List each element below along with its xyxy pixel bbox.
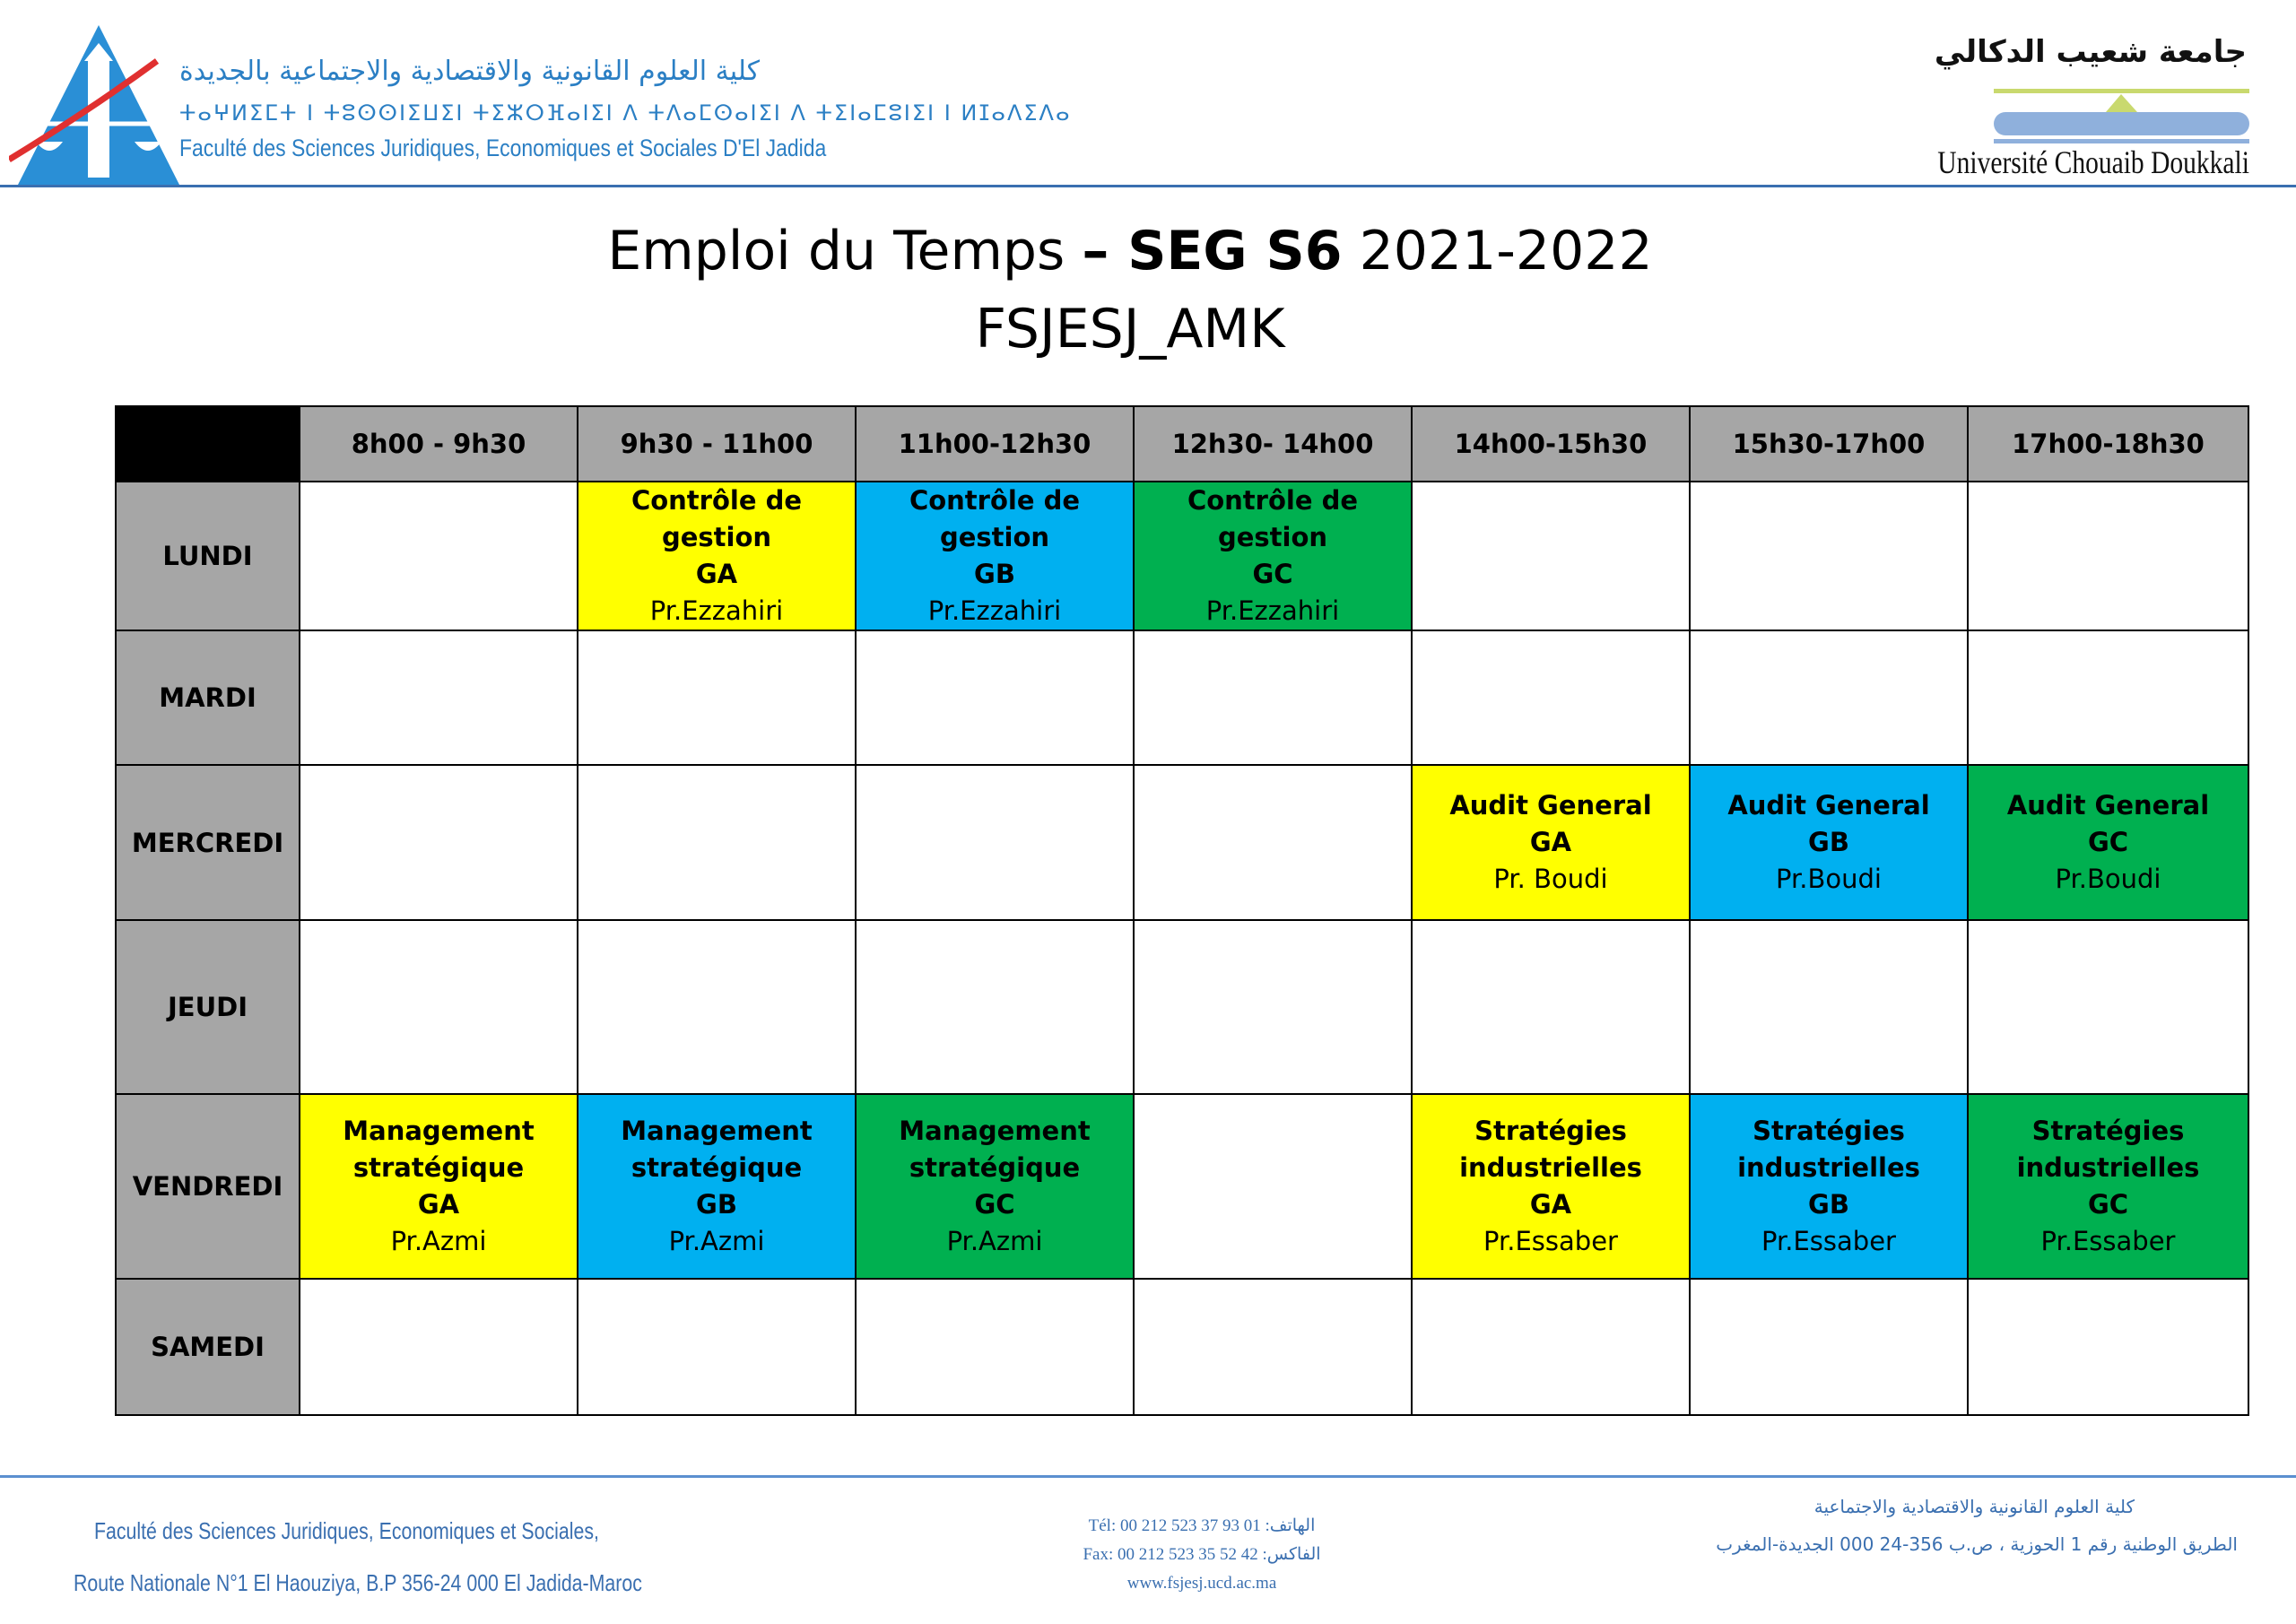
corner-cell [116, 406, 300, 482]
empty-cell [300, 630, 578, 765]
course-group: GA [417, 1189, 460, 1220]
course-prof: Pr.Essaber [2040, 1226, 2176, 1256]
footer-website-link[interactable]: www.fsjesj.ucd.ac.ma [1126, 1574, 1277, 1593]
empty-cell [578, 1279, 856, 1415]
empty-cell [856, 1279, 1134, 1415]
day-label: SAMEDI [116, 1279, 300, 1415]
day-row-mardi [116, 630, 2248, 765]
empty-cell [1412, 630, 1690, 765]
empty-cell [1690, 1279, 1968, 1415]
course-group: GC [1252, 559, 1293, 589]
empty-cell [300, 482, 578, 630]
faculty-name-french: Faculté des Sciences Juridiques, Economiques et Sociales D'El Jadida [179, 135, 827, 161]
slot-header: 17h00-18h30 [1968, 406, 2248, 482]
day-label: JEUDI [116, 920, 300, 1094]
empty-cell [1134, 765, 1412, 920]
footer-divider [0, 1475, 2296, 1478]
course-name: Stratégies [2031, 1116, 2185, 1146]
empty-cell [1134, 630, 1412, 765]
course-name: stratégique [631, 1152, 803, 1183]
slot-header: 9h30 - 11h00 [578, 406, 856, 482]
slot-header: 15h30-17h00 [1690, 406, 1968, 482]
course-cell [1412, 765, 1690, 920]
course-prof: Pr.Azmi [668, 1226, 765, 1256]
course-cell [1968, 1094, 2248, 1279]
course-name: Management [621, 1116, 813, 1146]
empty-cell [1968, 630, 2248, 765]
empty-cell [578, 630, 856, 765]
course-prof: Pr.Ezzahiri [1205, 595, 1340, 626]
footer-arabic-line1: كلية العلوم القانونية والاقتصادية والاجتماعية [1813, 1496, 2135, 1517]
course-name: Audit General [2006, 790, 2210, 821]
footer-tel: Tél: 00 212 523 37 93 01 :الهاتف [1088, 1516, 1316, 1535]
faculty-name-arabic: كلية العلوم القانونية والاقتصادية والاجتماعية بالجديدة [179, 56, 760, 87]
page-subtitle: FSJESJ_AMK [975, 298, 1285, 360]
course-name: Stratégies [1474, 1116, 1627, 1146]
course-prof: Pr.Boudi [2055, 864, 2161, 894]
course-cell [1690, 1094, 1968, 1279]
empty-cell [856, 630, 1134, 765]
empty-cell [300, 1279, 578, 1415]
course-cell [1968, 765, 2248, 920]
university-logo [1994, 85, 2249, 148]
empty-cell [578, 920, 856, 1094]
course-prof: Pr.Azmi [946, 1226, 1043, 1256]
course-name: Contrôle de gestion [909, 485, 1081, 552]
course-name: Contrôle de gestion [1187, 485, 1359, 552]
course-prof: Pr.Ezzahiri [927, 595, 1062, 626]
course-cell [1690, 765, 1968, 920]
course-group: GC [974, 1189, 1015, 1220]
course-group: GA [1529, 1189, 1572, 1220]
course-prof: Pr.Azmi [390, 1226, 487, 1256]
empty-cell [856, 765, 1134, 920]
empty-cell [1690, 482, 1968, 630]
course-group: GA [1529, 827, 1572, 857]
course-name: Audit General [1449, 790, 1652, 821]
header-divider [0, 185, 2296, 187]
empty-cell [1412, 920, 1690, 1094]
slot-header: 12h30- 14h00 [1134, 406, 1412, 482]
course-prof: Pr.Ezzahiri [649, 595, 784, 626]
course-cell [1412, 1094, 1690, 1279]
footer-contact [1022, 1512, 1381, 1598]
day-row-vendredi [116, 1094, 2248, 1279]
course-group: GA [695, 559, 738, 589]
day-row-jeudi [116, 920, 2248, 1094]
empty-cell [1134, 920, 1412, 1094]
slot-header-row [116, 406, 2248, 482]
course-name: Stratégies [1752, 1116, 1905, 1146]
day-row-lundi [116, 482, 2248, 630]
course-name: industrielles [1459, 1152, 1642, 1183]
empty-cell [300, 920, 578, 1094]
footer-fax: Fax: 00 212 523 35 52 42 :الفاكس [1083, 1545, 1321, 1564]
footer-arabic-line2: الطريق الوطنية رقم 1 الحوزية ، ص.ب 356-24 000 الجديدة-المغرب [1716, 1533, 2238, 1555]
footer-address-line1: Faculté des Sciences Juridiques, Economiques et Sociales, [94, 1517, 599, 1544]
course-group: GB [1808, 827, 1849, 857]
day-label: MERCREDI [116, 765, 300, 920]
course-group: GC [2087, 1189, 2129, 1220]
course-name: industrielles [1737, 1152, 1920, 1183]
course-cell [578, 1094, 856, 1279]
course-group: GC [2087, 827, 2129, 857]
day-row-mercredi [116, 765, 2248, 920]
course-name: industrielles [2016, 1152, 2200, 1183]
university-name-french: Université Chouaib Doukkali [1937, 144, 2249, 180]
day-label: LUNDI [116, 482, 300, 630]
day-label: VENDREDI [116, 1094, 300, 1279]
slot-header: 8h00 - 9h30 [300, 406, 578, 482]
course-group: GB [696, 1189, 737, 1220]
course-prof: Pr.Essaber [1483, 1226, 1618, 1256]
slot-header: 11h00-12h30 [856, 406, 1134, 482]
empty-cell [1968, 920, 2248, 1094]
schedule-table [115, 405, 2249, 1416]
page-title: Emploi du Temps – SEG S6 2021-2022 [607, 220, 1653, 282]
course-prof: Pr.Boudi [1776, 864, 1882, 894]
course-name: Audit General [1727, 790, 1930, 821]
course-group: GB [1808, 1189, 1849, 1220]
footer-address-line2: Route Nationale N°1 El Haouziya, B.P 356-24 000 El Jadida-Maroc [74, 1569, 642, 1596]
course-name: stratégique [909, 1152, 1081, 1183]
slot-header: 14h00-15h30 [1412, 406, 1690, 482]
course-name: Contrôle de gestion [631, 485, 803, 552]
empty-cell [1412, 482, 1690, 630]
empty-cell [578, 765, 856, 920]
day-label: MARDI [116, 630, 300, 765]
empty-cell [1690, 630, 1968, 765]
course-cell [578, 482, 856, 630]
empty-cell [1690, 920, 1968, 1094]
course-cell [300, 1094, 578, 1279]
course-cell [856, 482, 1134, 630]
faculty-logo [9, 25, 179, 188]
faculty-name-tifinagh: ⵜⴰⵖⵍⵉⵎⵜ ⵏ ⵜⵓⵙⵙⵏⵉⵡⵉⵏ ⵜⵉⵣⵔⴼⴰⵏⵉⵏ ⴷ ⵜⴷⴰⵎⵙⴰⵏⵉⵏ ⴷ ⵜⵉⵏⴰⵎⵓⵏⵉⵏ ⵏ ⵍⵊⴰⴷⵉⴷⴰ [179, 100, 1072, 126]
course-prof: Pr.Essaber [1761, 1226, 1896, 1256]
day-row-samedi [116, 1279, 2248, 1415]
empty-cell [1134, 1094, 1412, 1279]
course-prof: Pr. Boudi [1493, 864, 1608, 894]
empty-cell [1968, 482, 2248, 630]
university-name-arabic: جامعة شعيب الدكالي [1934, 34, 2247, 70]
course-group: GB [974, 559, 1015, 589]
course-name: Management [343, 1116, 535, 1146]
empty-cell [1968, 1279, 2248, 1415]
empty-cell [1412, 1279, 1690, 1415]
course-name: Management [899, 1116, 1091, 1146]
empty-cell [856, 920, 1134, 1094]
empty-cell [300, 765, 578, 920]
course-name: stratégique [352, 1152, 525, 1183]
empty-cell [1134, 1279, 1412, 1415]
course-cell [856, 1094, 1134, 1279]
course-cell [1134, 482, 1412, 630]
